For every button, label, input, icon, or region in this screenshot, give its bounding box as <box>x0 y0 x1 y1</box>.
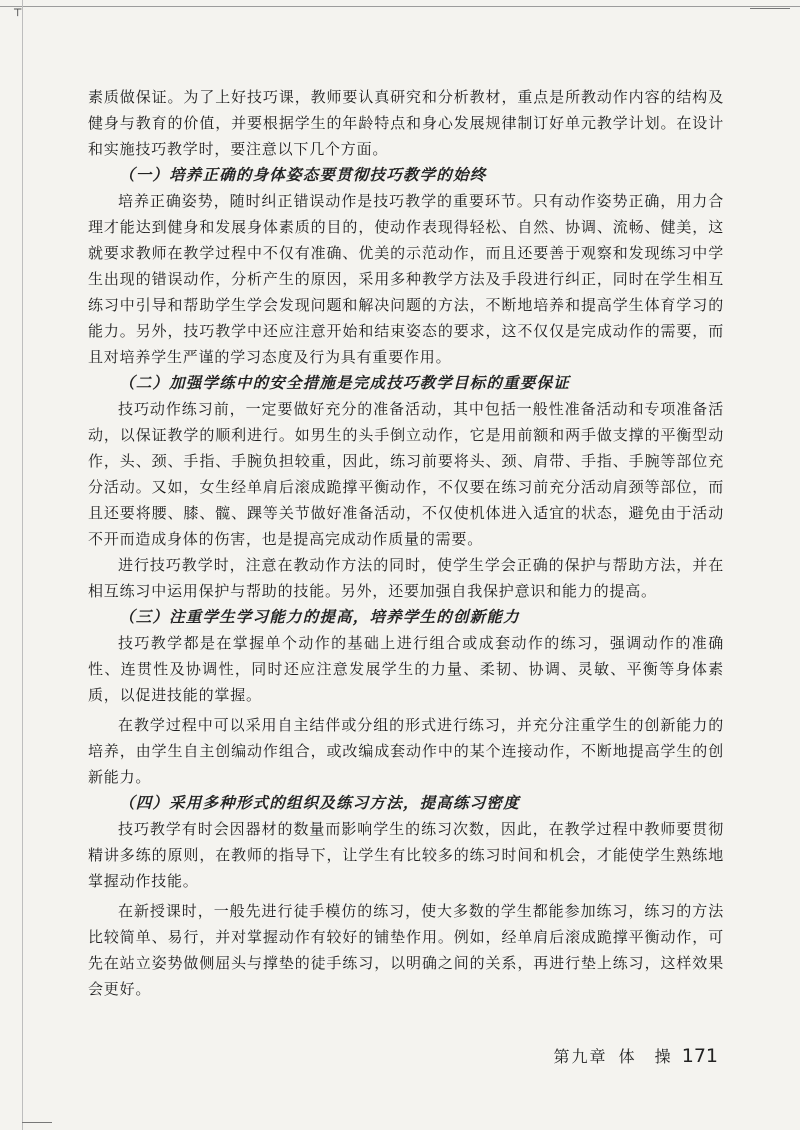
paragraph-2b: 进行技巧教学时，注意在教动作方法的同时，使学生学会正确的保护与帮助方法，并在相互练习中运用保护与帮助的技能。另外，还要加强自我保护意识和能力的提高。 <box>88 556 724 600</box>
paragraph-3b: 在教学过程中可以采用自主结伴或分组的形式进行练习，并充分注重学生的创新能力的培养，由学生自主创编动作组合，或改编成套动作中的某个连接动作，不断地提高学生的创新能力。 <box>88 716 724 786</box>
scan-left-rule <box>22 0 23 1130</box>
paragraph-2a: 技巧动作练习前，一定要做好充分的准备活动，其中包括一般性准备活动和专项准备活动，以保证教学的顺利进行。如男生的头手倒立动作，它是用前额和两手做支撑的平衡型动作，头、颈、手指、手腕负担较重，因此，练习前要将头、颈、肩带、手指、手腕等部位充分活动。又如，女生经单肩后滚成跪撑平衡动作，不仅要在练习前充分活动肩颈等部位，而且还要将腰、膝、髋、踝等关节做好准备活动，不仅使机体进入适宜的状态，避免由于活动不开而造成身体的伤害，也是提高完成动作质量的需要。 <box>88 400 724 548</box>
paragraph-intro: 素质做保证。为了上好技巧课，教师要认真研究和分析教材，重点是所教动作内容的结构及健身与教育的价值，并要根据学生的年龄特点和身心发展规律制订好单元教学计划。在设计和实施技巧教学时，要注意以下几个方面。 <box>88 88 724 158</box>
section-heading-2: （二）加强学练中的安全措施是完成技巧教学目标的重要保证 <box>119 374 570 392</box>
paragraph-4a: 技巧教学有时会因器材的数量而影响学生的练习次数，因此，在教学过程中教师要贯彻精讲多练的原则，在教师的指导下，让学生有比较多的练习时间和机会，才能使学生熟练地掌握动作技能。 <box>88 820 724 890</box>
page-body <box>88 84 724 1002</box>
footer-chapter: 第九章 <box>553 1047 608 1066</box>
section-heading-1: （一）培养正确的身体姿态要贯彻技巧教学的始终 <box>119 166 487 184</box>
scan-corner-mark: ┬ <box>14 2 22 16</box>
page-number: 171 <box>681 1045 718 1067</box>
scan-top-rule <box>0 6 800 7</box>
section-heading-4: （四）采用多种形式的组织及练习方法，提高练习密度 <box>119 794 520 812</box>
paragraph-4b: 在新授课时，一般先进行徒手模仿的练习，使大多数的学生都能参加练习，练习的方法比较简单、易行，并对掌握动作有较好的铺垫作用。例如，经单肩后滚成跪撑平衡动作，可先在站立姿势做侧屈头与撑垫的徒手练习，以明确之间的关系，再进行垫上练习，这样效果会更好。 <box>88 902 724 998</box>
paragraph-1: 培养正确姿势，随时纠正错误动作是技巧教学的重要环节。只有动作姿势正确，用力合理才能达到健身和发展身体素质的目的，使动作表现得轻松、自然、协调、流畅、健美，这就要求教师在教学过程中不仅有准确、优美的示范动作，而且还要善于观察和发现练习中学生出现的错误动作，分析产生的原因，采用多种教学方法及手段进行纠正，同时在学生相互练习中引导和帮助学生学会发现问题和解决问题的方法，不断地培养和提高学生体育学习的能力。另外，技巧教学中还应注意开始和结束姿态的要求，这不仅仅是完成动作的需要，而且对培养学生严谨的学习态度及行为具有重要作用。 <box>88 192 724 366</box>
scan-top-right-mark <box>750 0 790 9</box>
section-heading-3: （三）注重学生学习能力的提高，培养学生的创新能力 <box>119 608 520 626</box>
scan-bottom-left-mark <box>22 1122 52 1123</box>
page-footer <box>554 1044 718 1067</box>
footer-title: 体 操 <box>618 1047 673 1066</box>
paragraph-3a: 技巧教学都是在掌握单个动作的基础上进行组合或成套动作的练习，强调动作的准确性、连贯性及协调性，同时还应注意发展学生的力量、柔韧、协调、灵敏、平衡等身体素质，以促进技能的掌握。 <box>88 634 724 704</box>
